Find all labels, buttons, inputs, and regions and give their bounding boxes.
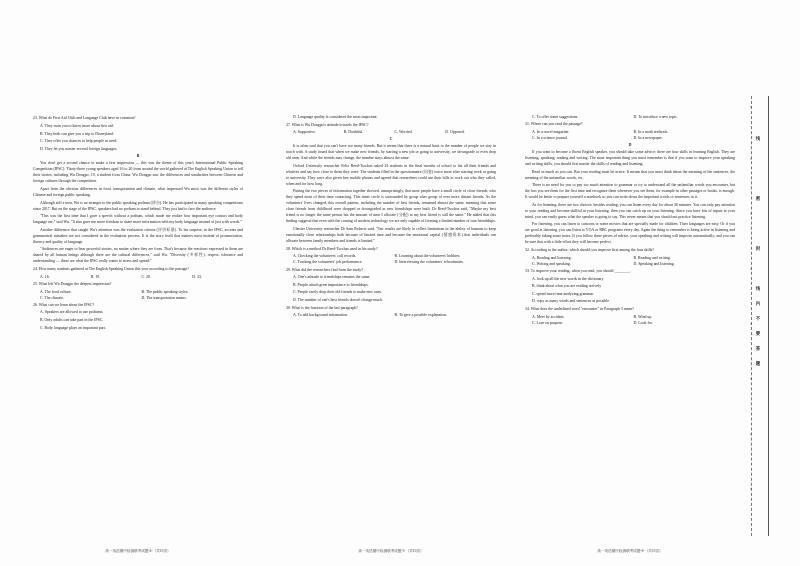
option: A. One's attitude to friendships remains the same. (293, 275, 371, 280)
binding-solid-line (768, 96, 769, 536)
option: C. To offer some suggestions. (532, 115, 579, 119)
question-33: 33. To improve your reading, when you read, you should ________. (525, 268, 631, 273)
option: A. Meet by accident. (532, 314, 565, 319)
paragraph: Apart from the obvious differences in food, transportation and climate, what impressed Wu most was the different styles of Chinese and foreign public speaking. (33, 186, 243, 197)
binding-margin (738, 96, 778, 536)
binding-label: 封 (756, 246, 761, 251)
paragraph: There is no need for you to pay too much attention to grammar or try to understand all the unfamiliar words you encounter, but the fact you see them for the first time and recognize them whenever you see them, for example in other passages or books, is enough. It would be better to prepare yourself a notebook so you can write down the important words or sentences in it. (525, 183, 735, 200)
option: A. look up all the new words in the dictionary (532, 276, 604, 281)
option: D. copy as many words and sentences as possible (532, 299, 610, 304)
options-row (525, 114, 735, 120)
option: D. In a newspaper. (633, 135, 663, 140)
binding-hole-icon: ○ (749, 486, 753, 491)
question-23: 23. What do First Aid Club and Language Club have in common? (33, 116, 136, 121)
binding-label: 线 (756, 136, 761, 141)
paragraph: Oxford University researcher Felix Reed-Tsochas asked 24 students in the final months of school to list all their friends and relatives and say how close to them they were. The students filled in the questionnaire (问卷) twice more after starting work or going to university. They were also given free mobile phones and agreed that researchers could use their bills to work out who they called, when and for how long. (286, 163, 496, 186)
option: A. Reading and listening. (532, 255, 572, 260)
option: B. Learning about the volunteers' hobbies. (394, 254, 461, 259)
binding-hole-icon: ○ (749, 104, 753, 109)
option: A. Supportive. (293, 130, 316, 135)
paragraph: Another difference that caught Wu's attention was the evaluation criteria (评价标准). To his surprise, in the IPSC, accents and grammatical mistakes are not considered in the evaluation process. It is the story itself that matters most instead of pronunciation, fluency and quality of language. (33, 227, 243, 244)
option: A. The food culture. (40, 289, 72, 294)
question-30: 30. What is the function of the last paragraph? (286, 305, 358, 310)
question-29: 29. What did the researchers find from the study? (286, 267, 363, 272)
option: C. spend more time analyzing grammar (532, 291, 594, 296)
paragraph: If you want to become a fluent English speaker, you should take some advice; there are four skills in learning English. They are listening, speaking, reading and writing. The most important thing you must remember is that if you want to improve your speaking and writing skills, you should first master the skills of reading and listening. (525, 149, 735, 166)
option: C. They offer you chances to help people in need. (40, 139, 118, 144)
column-3 (525, 114, 735, 544)
question-26: 26. What can we learn about the IPSC? (33, 302, 95, 307)
paragraph: As for listening, there are two choices: besides reading, you can listen every day for about 30 minutes. You can only pay attention to your reading and become skillful at your listening, then you can catch up on your listening. Since you have lots of inputs in your mind, you can easily guess what the speaker is going to say. This never means that you should not practice listening. (525, 202, 735, 219)
paragraph: Although still a teen, Wu is no stranger to the public speaking podium (讲台). He has participated in many speaking competitions since 2017. But on the stage of the IPSC, speakers had no podium to stand behind. They just had to face the audience. (33, 200, 243, 211)
options-row (286, 259, 496, 265)
question-34: 34. What does the underlined word "encounter" in Paragraph 3 mean? (525, 306, 634, 311)
paragraph: For listening, you can listen to cartoons or some movies that are specially made for children. Their languages are easy. Or if you are good at listening, you can listen to VOA or BBC programs every day. Again the thing to remember is being active in listening and preferably taking some notes. If you follow these pieces of advice, your speaking and writing will improve automatically, and you can be sure that with a little effort they will become perfect. (525, 222, 735, 245)
option: C. The climate. (40, 295, 64, 300)
binding-label: 线 (756, 286, 761, 291)
paragraph: Chester University researcher Dr Sam Roberts said, "Our results are likely to reflect limitations in the ability of humans to keep emotionally close relationships both because of limited time and because the emotional capital (情感资本) that individuals can allocate between family members and friends is limited." (286, 226, 496, 243)
options-row (525, 261, 735, 267)
option: B. In a math textbook. (633, 129, 669, 134)
option: D. Interviewing the volunteers' schoolmates. (394, 260, 464, 265)
paragraph: Putting the two pieces of information together showed, unsurprisingly, that most people have a small circle of close friends, who they spend most of their time contacting. This inner circle is surrounded by group after group of ever more distant friends. As the volunteers' lives changed, this overall pattern, including the number of best friends, remained almost the same, meaning that some close friends from childhood were dropped or downgraded as new friendships were built. Dr Reed-Tsochas said, "Maybe my best friend is no longer the same person but the amount of time I allocate (分配) to my best friend is still the same." He added that this finding suggests that even with the coming of modern technology we are only capable of forming a limited number of true friendships. (286, 189, 496, 224)
paragraph: "This was the first time that I gave a speech without a podium, which made me realize how important eye contact and body language are," said Wu. "It also gave me more freedom to share more information with my body language instead of just with words." (33, 214, 243, 225)
option: B. They both can give you a trip to Disneyland. (40, 131, 114, 136)
option: C. Writing and speaking. (532, 261, 571, 266)
section-heading: C (389, 137, 393, 142)
option: C. 20. (141, 274, 151, 279)
binding-label: 密 (756, 196, 761, 201)
binding-hole-icon: ○ (749, 376, 753, 381)
options-row (286, 312, 496, 318)
question-24: 24. How many students gathered at The English Speaking Union this year according to the passage? (33, 266, 189, 271)
options-row (33, 295, 243, 301)
question-31: 31. Where can you read the passage? (525, 122, 583, 127)
option: C. Lose on purpose. (532, 320, 564, 325)
option: B. Wind up. (633, 314, 653, 319)
options-row (525, 320, 735, 326)
section-heading: B (136, 154, 140, 159)
option: C. Worried. (394, 130, 413, 135)
page-footer: 高一英语期中检测联考试题-6-（共10页） (597, 549, 663, 553)
option: B. 19. (90, 274, 101, 279)
option: A. Speakers are allowed to use podiums. (40, 310, 104, 315)
option: D. Look for. (633, 320, 653, 325)
option: D. The number of one's best friends doesn't change much. (293, 297, 384, 302)
option: C. In a science journal. (532, 135, 568, 140)
paragraph: You don't get a second chance to make a first impression — this was the theme of this year's International Public Speaking Competition (IPSC). Thirty-three young speakers aged 16 to 20 from around the world gathered at The English Speaking Union to tell their stories, including Wu Dongpo, 19, a student from China. Wu Dongpo saw the differences and similarities between Chinese and foreign cultures through the competition. (33, 161, 243, 184)
paragraph: Read as much as you can. But your reading must be active. It means that you must think about the meaning of the sentences, the meaning of the unfamiliar words, etc. (525, 169, 735, 180)
binding-dashed-line (751, 96, 752, 536)
options-row (525, 135, 735, 141)
option: D. The transportation means. (141, 295, 187, 300)
option: C. People rarely drop their old friends to make new ones. (293, 290, 383, 295)
option: B. People attach great importance to friendships. (293, 282, 369, 287)
option: D. 33. (192, 274, 202, 279)
section-heading: D (628, 142, 632, 147)
binding-hole-icon: ○ (749, 211, 753, 216)
option: A. To add background information. (293, 313, 348, 318)
column-1 (33, 114, 243, 544)
option: C. Tracking the volunteers' job performance. (293, 260, 363, 265)
page-footer: 高一英语期中检测联考试题-5-（共10页） (358, 549, 424, 553)
option: B. Reading and writing. (633, 255, 671, 260)
question-25: 25. What left Wu Dongpo the deepest impression? (33, 281, 112, 286)
option: D. Language quality is considered the most important. (293, 115, 378, 119)
column-2 (286, 114, 496, 544)
paragraph: "Audiences are eager to hear powerful stories, no matter where they are from. That's because the reactions expressed in them are shared by all human beings although there are the cultural differences," said Wu. "Diversity (多样性), respect, tolerance and understanding — these are what the IPSC really wants to stress and spread." (33, 247, 243, 264)
option: B. Doubtful. (343, 130, 364, 135)
option: B. To give a possible explanation. (394, 313, 448, 318)
binding-hole-icon: ○ (749, 321, 753, 326)
option: D. To introduce a new topic. (633, 115, 678, 119)
binding-label: 内 (756, 301, 761, 306)
paragraph: It is often said that you can't have too many friends. But it seems that there is a natural limit to the number of people we stay in touch with. A study found that when we make new friends, by starting a new job or going to university, we downgrade or even drop old ones. And while the friends may change, the number stays almost the same. (286, 144, 496, 161)
binding-label: 题 (756, 361, 761, 366)
option: B. Only adults can take part in the IPSC. (40, 318, 104, 323)
option: D. They let you master several foreign languages. (40, 146, 118, 151)
option: B. think about what you are reading actively (532, 284, 602, 289)
binding-label: 答 (756, 346, 761, 351)
option: B. The public speaking styles. (141, 289, 189, 294)
page-footer: 高一英语期中检测联考试题-4-（共10页） (105, 549, 171, 553)
binding-label: 要 (756, 331, 761, 336)
binding-hole-icon: ○ (749, 266, 753, 271)
question-27: 27. What is Wu Dongpo's attitude towards the IPSC? (286, 122, 369, 127)
binding-hole-icon: ○ (749, 156, 753, 161)
option: A. They train you to know more about first aid. (40, 123, 114, 128)
binding-hole-icon: ○ (749, 431, 753, 436)
options-row (33, 274, 243, 280)
option: C. Body language plays an important part. (40, 325, 106, 330)
option: D. Opposed. (445, 130, 465, 135)
question-32: 32. According to the author, which should you improve first among the four skills? (525, 247, 654, 252)
question-28: 28. Which is a method Dr Reed-Tsochas used in his study? (286, 246, 378, 251)
option: A. In a travel magazine. (532, 129, 570, 134)
option: D. Speaking and listening. (633, 261, 675, 266)
options-row (286, 129, 496, 135)
binding-label: 不 (756, 316, 761, 321)
option: A. Checking the volunteers' call records. (293, 254, 357, 259)
option: A. 16. (40, 274, 50, 279)
